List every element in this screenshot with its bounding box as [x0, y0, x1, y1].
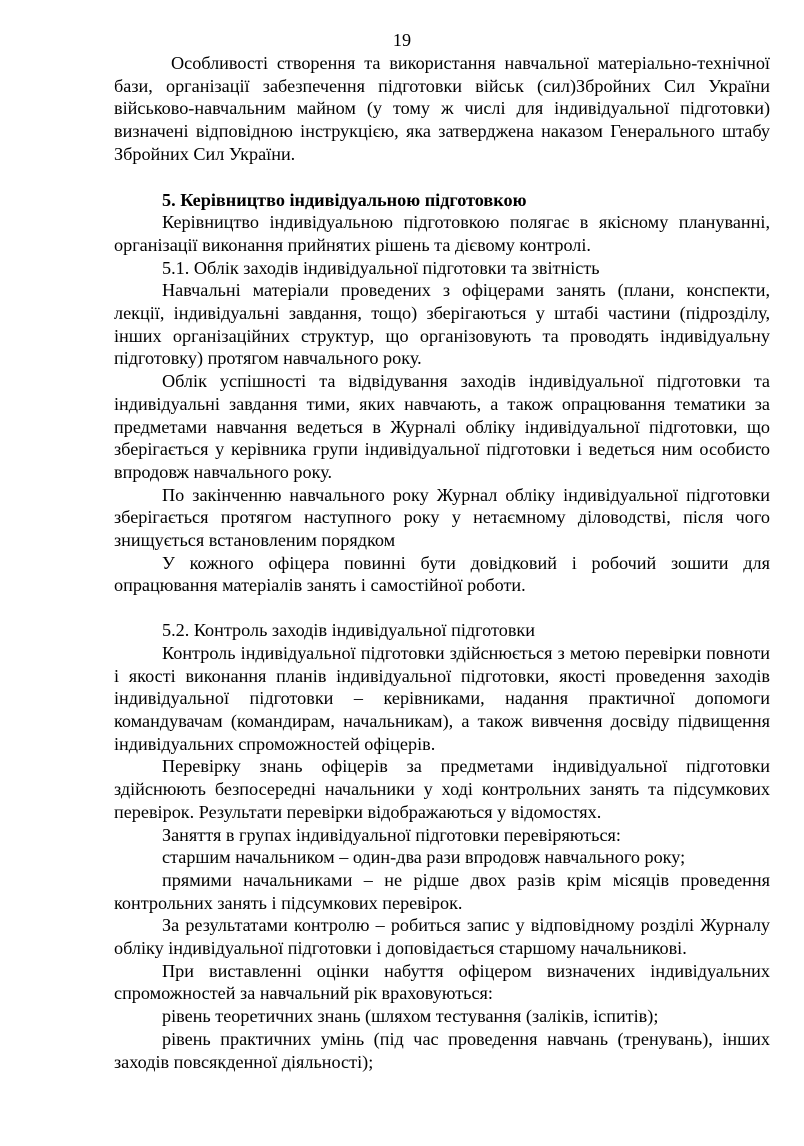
- page-number: 19: [392, 30, 412, 50]
- paragraph: При виставленні оцінки набуття офіцером визначених індивідуальних спроможностей за навчальний рік враховуються:: [114, 960, 770, 1004]
- paragraph: По закінченню навчального року Журнал обліку індивідуальної підготовки зберігається протягом наступного року у нетаємному діловодстві, після чого знищується встановленим порядком: [114, 484, 770, 551]
- list-item: рівень практичних умінь (під час проведення навчань (тренувань), інших заходів повсякденної діяльності);: [114, 1028, 770, 1072]
- section-5-heading: 5. Керівництво індивідуальною підготовкою: [162, 189, 527, 210]
- paragraph: Заняття в групах індивідуальної підготовки перевіряються:: [162, 824, 621, 845]
- paragraph: Керівництво індивідуальною підготовкою полягає в якісному плануванні, організації виконання прийнятих рішень та дієвому контролі.: [114, 212, 770, 255]
- paragraph: Навчальні матеріали проведених з офіцерами занять (плани, конспекти, лекції, індивідуальні завдання, тощо) зберігаються у штабі частини (підрозділу, інших організаційних структур, що організовують та проводять індивідуальну підготовку) протягом навчального року.: [114, 280, 770, 369]
- document-body: [114, 52, 770, 1073]
- list-item: рівень теоретичних знань (шляхом тестування (заліків, іспитів);: [162, 1006, 659, 1027]
- spacer: [114, 597, 770, 619]
- list-item: прямими начальниками – не рідше двох разів крім місяців проведення контрольних занять і підсумкових перевірок.: [114, 869, 770, 913]
- paragraph: Контроль індивідуальної підготовки здійснюється з метою перевірки повноти і якості виконання планів індивідуальної підготовки, якості проведення заходів індивідуальної підготовки – керівниками, надання практичної допомоги командувачам (командирам, начальникам), а також вивчення досвіду підвищення індивідуальних спроможностей офіцерів.: [114, 642, 770, 754]
- intro-paragraph: Особливості створення та використання навчальної матеріально-технічної бази, організації забезпечення підготовки військ (сил)Збройних Сил України військово-навчальним майном (у тому ж числі для індивідуальної підготовки) визначені відповідною інструкцією, яка затверджена наказом Генерального штабу Збройних Сил України.: [114, 53, 770, 164]
- section-5-2-heading: 5.2. Контроль заходів індивідуальної підготовки: [162, 620, 535, 641]
- section-5-1-heading: 5.1. Облік заходів індивідуальної підготовки та звітність: [162, 257, 600, 278]
- paragraph: Облік успішності та відвідування заходів індивідуальної підготовки та індивідуальні завдання тими, яких навчають, а також опрацювання тематики за предметами навчання ведеться в Журналі обліку індивідуальної підготовки, що зберігається у керівника групи індивідуальної підготовки і ведеться ним особисто впродовж навчального року.: [114, 371, 770, 482]
- paragraph: У кожного офіцера повинні бути довідковий і робочий зошити для опрацювання матеріалів занять і самостійної роботи.: [114, 552, 770, 596]
- spacer: [114, 166, 770, 189]
- list-item: старшим начальником – один-два рази впродовж навчального року;: [162, 847, 686, 868]
- paragraph: За результатами контролю – робиться запис у відповідному розділі Журналу обліку індивідуальної підготовки і доповідається старшому начальникові.: [114, 915, 770, 959]
- paragraph: Перевірку знань офіцерів за предметами індивідуальної підготовки здійснюють безпосередні начальники у ході контрольних занять та підсумкових перевірок. Результати перевірки відображаються у відомостях.: [114, 756, 770, 822]
